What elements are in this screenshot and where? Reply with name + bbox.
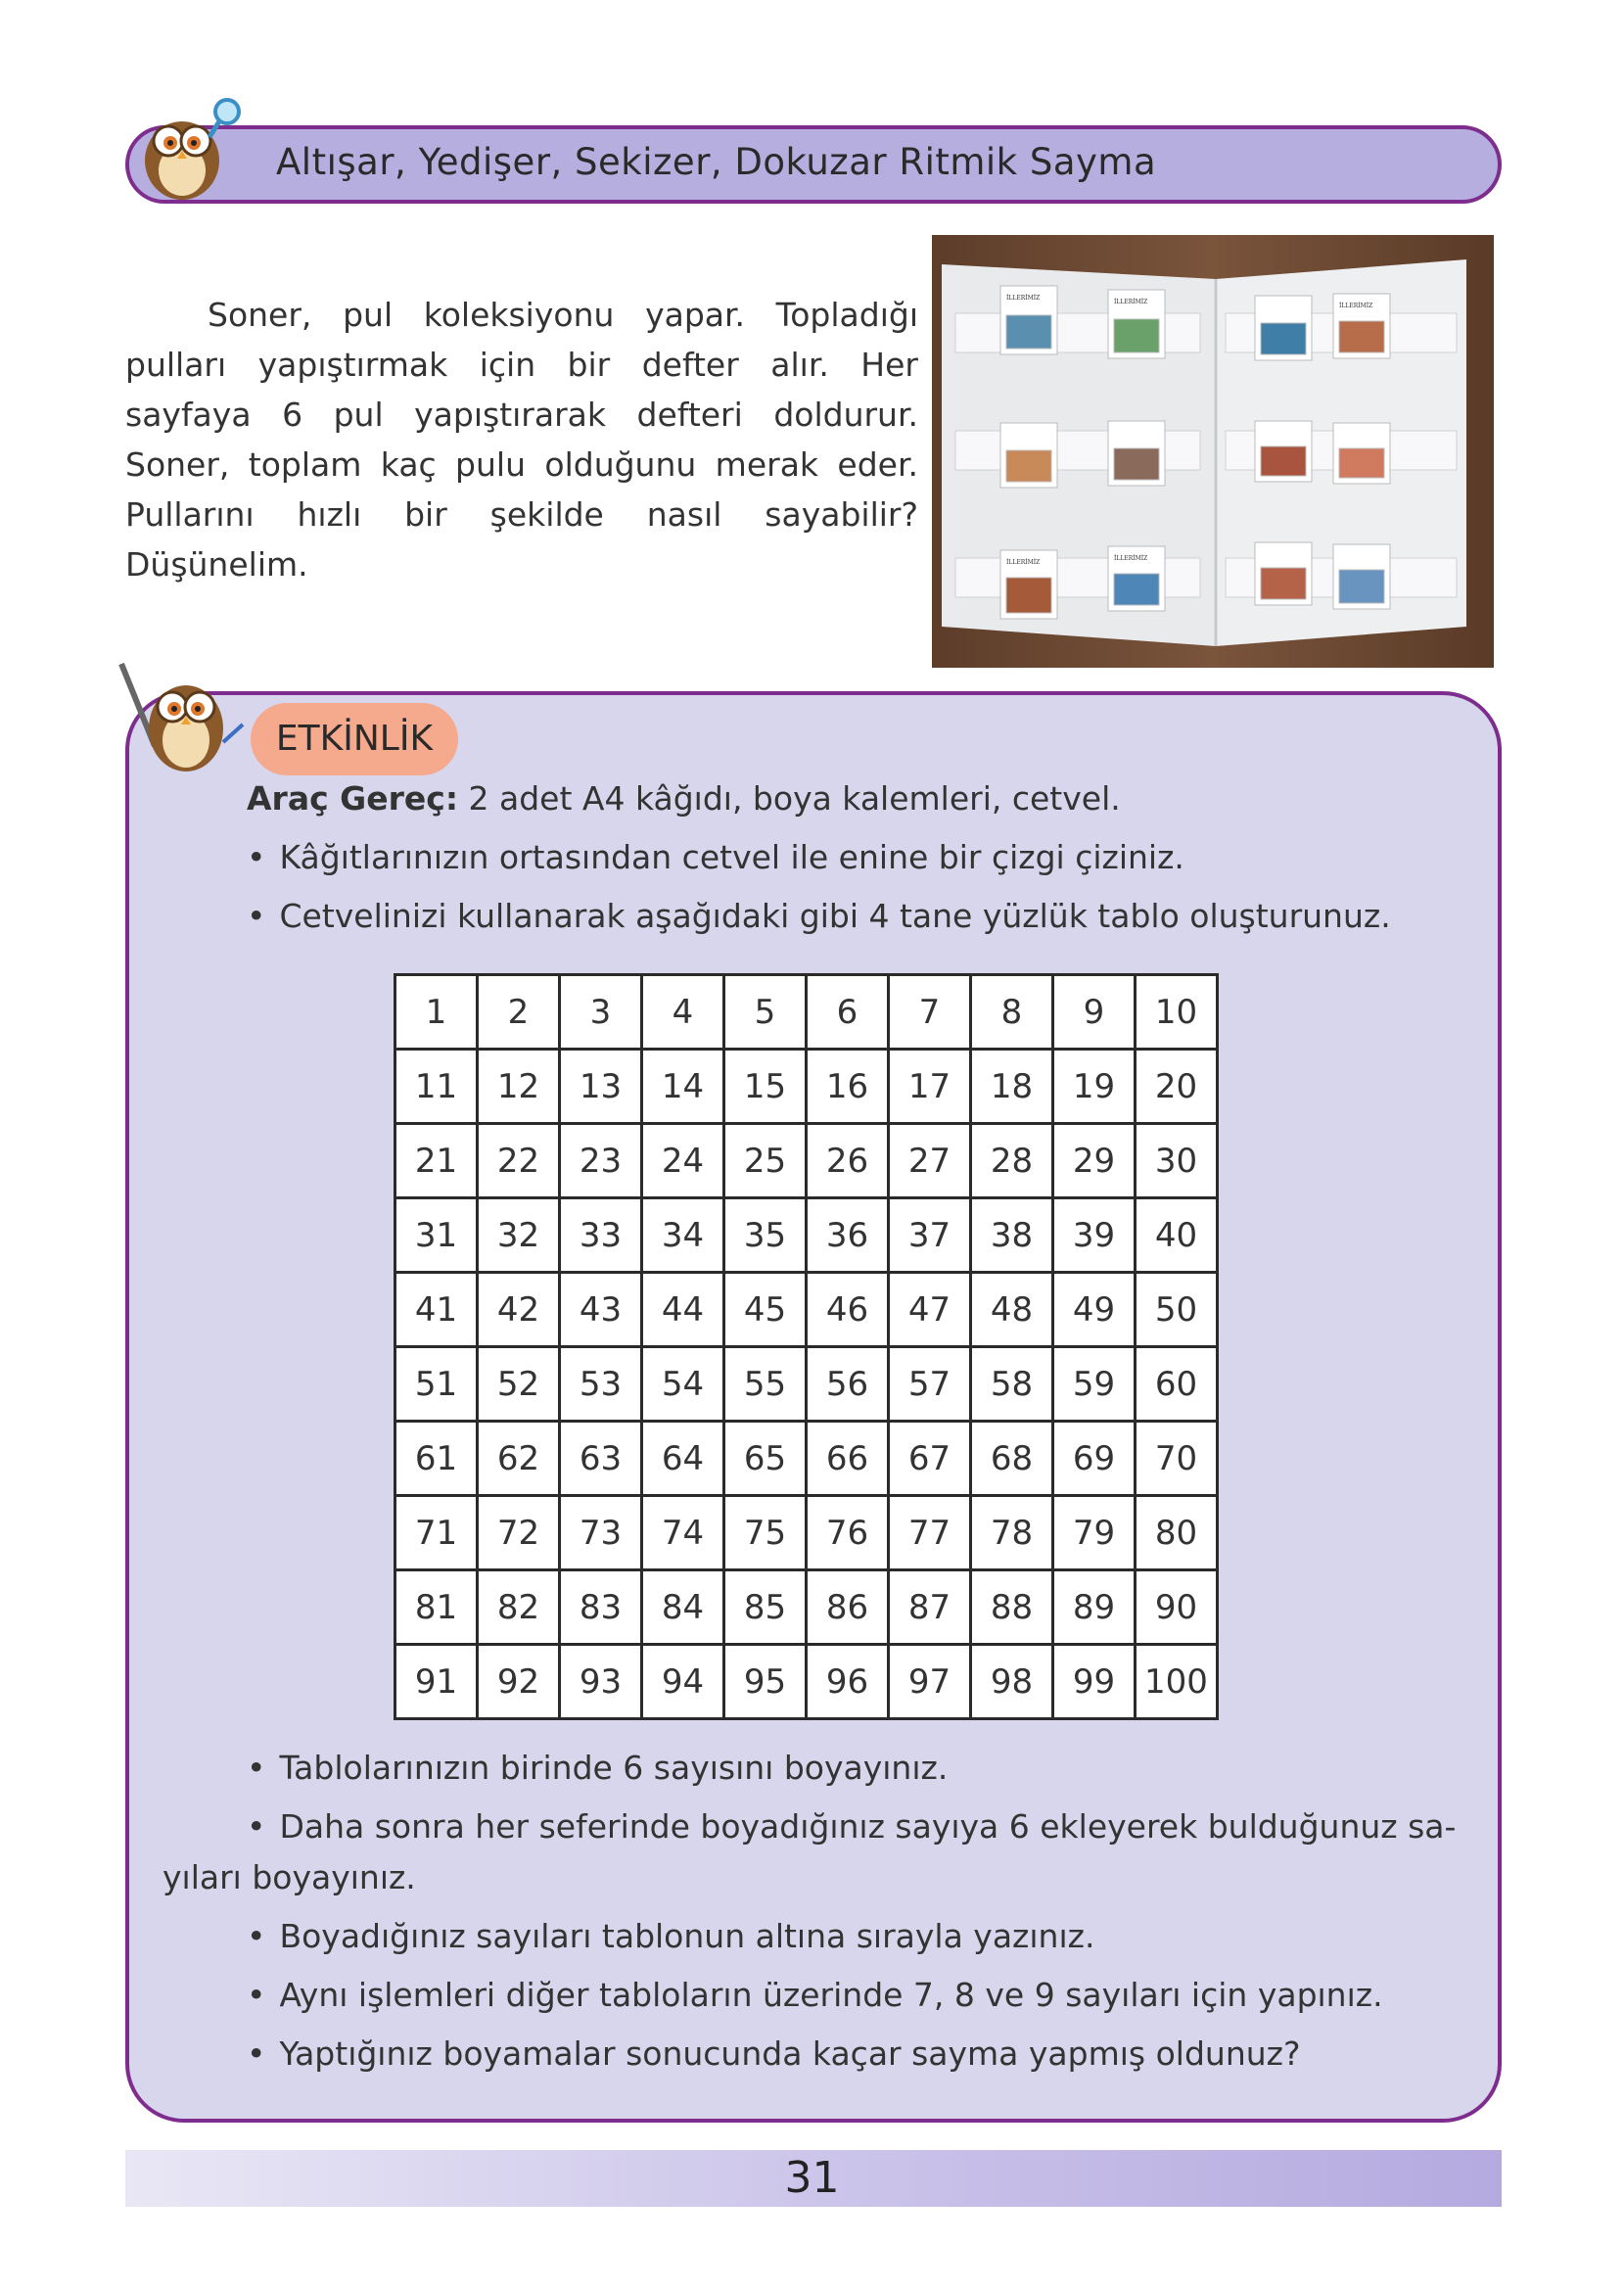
svg-text:İLLERİMİZ: İLLERİMİZ (1006, 559, 1041, 566)
grid-cell: 52 (478, 1347, 560, 1422)
grid-cell: 51 (395, 1347, 478, 1422)
grid-row (395, 975, 1218, 1050)
grid-cell: 41 (395, 1273, 478, 1347)
grid-cell: 66 (807, 1422, 889, 1496)
grid-cell: 87 (889, 1570, 971, 1645)
grid-cell: 64 (642, 1422, 724, 1496)
grid-row (395, 1422, 1218, 1496)
grid-cell: 65 (724, 1422, 807, 1496)
grid-row (395, 1496, 1218, 1570)
materials-line (247, 779, 1121, 818)
grid-cell: 42 (478, 1273, 560, 1347)
grid-cell: 79 (1053, 1496, 1136, 1570)
grid-cell: 23 (560, 1124, 642, 1198)
grid-cell: 45 (724, 1273, 807, 1347)
grid-cell: 59 (1053, 1347, 1136, 1422)
grid-cell: 15 (724, 1050, 807, 1124)
grid-cell: 36 (807, 1198, 889, 1273)
bullet-icon: • (247, 2034, 266, 2073)
grid-row (395, 1347, 1218, 1422)
grid-cell: 57 (889, 1347, 971, 1422)
page-number: 31 (784, 2153, 840, 2203)
svg-text:İLLERİMİZ: İLLERİMİZ (1006, 295, 1041, 302)
stamp-album-photo (932, 235, 1494, 668)
grid-cell: 16 (807, 1050, 889, 1124)
grid-cell: 20 (1136, 1050, 1218, 1124)
grid-cell: 92 (478, 1645, 560, 1719)
grid-cell: 60 (1136, 1347, 1218, 1422)
grid-cell: 25 (724, 1124, 807, 1198)
grid-cell: 26 (807, 1124, 889, 1198)
bullet-icon: • (247, 1917, 266, 1955)
grid-cell: 17 (889, 1050, 971, 1124)
step-2: • Cetvelinizi kullanarak aşağıdaki gibi 4 tane yüzlük tablo oluşturunuz. (247, 897, 1391, 935)
grid-cell: 55 (724, 1347, 807, 1422)
grid-cell: 44 (642, 1273, 724, 1347)
grid-row (395, 1198, 1218, 1273)
grid-cell: 13 (560, 1050, 642, 1124)
step-4: • Daha sonra her seferinde boyadığınız sayıya 6 ekleyerek bulduğunuz sa- (247, 1807, 1457, 1846)
grid-cell: 69 (1053, 1422, 1136, 1496)
grid-cell: 12 (478, 1050, 560, 1124)
grid-cell: 9 (1053, 975, 1136, 1050)
owl-magnifier-icon (125, 90, 243, 208)
grid-cell: 39 (1053, 1198, 1136, 1273)
grid-cell: 21 (395, 1124, 478, 1198)
grid-cell: 78 (971, 1496, 1053, 1570)
grid-cell: 31 (395, 1198, 478, 1273)
grid-cell: 91 (395, 1645, 478, 1719)
grid-cell: 46 (807, 1273, 889, 1347)
grid-cell: 5 (724, 975, 807, 1050)
grid-cell: 29 (1053, 1124, 1136, 1198)
grid-cell: 58 (971, 1347, 1053, 1422)
grid-cell: 68 (971, 1422, 1053, 1496)
page-title: Altışar, Yedişer, Sekizer, Dokuzar Ritmik Sayma (276, 141, 1157, 183)
grid-cell: 83 (560, 1570, 642, 1645)
grid-cell: 93 (560, 1645, 642, 1719)
grid-cell: 56 (807, 1347, 889, 1422)
grid-cell: 50 (1136, 1273, 1218, 1347)
grid-cell: 18 (971, 1050, 1053, 1124)
grid-cell: 19 (1053, 1050, 1136, 1124)
grid-cell: 77 (889, 1496, 971, 1570)
grid-cell: 30 (1136, 1124, 1218, 1198)
grid-cell: 100 (1136, 1645, 1218, 1719)
grid-row (395, 1273, 1218, 1347)
grid-cell: 2 (478, 975, 560, 1050)
grid-cell: 38 (971, 1198, 1053, 1273)
grid-cell: 40 (1136, 1198, 1218, 1273)
grid-cell: 7 (889, 975, 971, 1050)
grid-cell: 33 (560, 1198, 642, 1273)
grid-cell: 82 (478, 1570, 560, 1645)
grid-cell: 96 (807, 1645, 889, 1719)
grid-row (395, 1124, 1218, 1198)
grid-cell: 94 (642, 1645, 724, 1719)
grid-cell: 98 (971, 1645, 1053, 1719)
grid-cell: 97 (889, 1645, 971, 1719)
bullet-icon: • (247, 838, 266, 876)
step-6: • Aynı işlemleri diğer tabloların üzerinde 7, 8 ve 9 sayıları için yapınız. (247, 1976, 1383, 2014)
grid-cell: 99 (1053, 1645, 1136, 1719)
grid-cell: 73 (560, 1496, 642, 1570)
grid-cell: 62 (478, 1422, 560, 1496)
grid-cell: 49 (1053, 1273, 1136, 1347)
grid-cell: 61 (395, 1422, 478, 1496)
grid-cell: 43 (560, 1273, 642, 1347)
grid-cell: 67 (889, 1422, 971, 1496)
grid-cell: 88 (971, 1570, 1053, 1645)
grid-cell: 95 (724, 1645, 807, 1719)
grid-cell: 14 (642, 1050, 724, 1124)
grid-cell: 63 (560, 1422, 642, 1496)
grid-cell: 11 (395, 1050, 478, 1124)
owl-teacher-icon (116, 656, 253, 783)
grid-cell: 28 (971, 1124, 1053, 1198)
grid-cell: 48 (971, 1273, 1053, 1347)
step-3: • Tablolarınızın birinde 6 sayısını boyayınız. (247, 1749, 949, 1787)
grid-cell: 1 (395, 975, 478, 1050)
grid-cell: 10 (1136, 975, 1218, 1050)
grid-cell: 34 (642, 1198, 724, 1273)
grid-cell: 53 (560, 1347, 642, 1422)
svg-text:İLLERİMİZ: İLLERİMİZ (1114, 555, 1148, 562)
grid-cell: 81 (395, 1570, 478, 1645)
materials-text: 2 adet A4 kâğıdı, boya kalemleri, cetvel. (468, 779, 1121, 818)
hundred-chart (394, 973, 1219, 1720)
step-4-cont: yıları boyayınız. (162, 1858, 416, 1896)
grid-cell: 24 (642, 1124, 724, 1198)
grid-cell: 4 (642, 975, 724, 1050)
grid-row (395, 1570, 1218, 1645)
bullet-icon: • (247, 897, 266, 935)
bullet-icon: • (247, 1976, 266, 2014)
grid-cell: 70 (1136, 1422, 1218, 1496)
etkinlik-label: ETKİNLİK (251, 703, 458, 775)
step-1: • Kâğıtlarınızın ortasından cetvel ile enine bir çizgi çiziniz. (247, 838, 1184, 876)
grid-cell: 47 (889, 1273, 971, 1347)
grid-cell: 6 (807, 975, 889, 1050)
step-7: • Yaptığınız boyamalar sonucunda kaçar sayma yapmış oldunuz? (247, 2034, 1301, 2073)
step-5: • Boyadığınız sayıları tablonun altına sırayla yazınız. (247, 1917, 1095, 1955)
materials-label: Araç Gereç: (247, 779, 459, 818)
grid-cell: 76 (807, 1496, 889, 1570)
grid-cell: 32 (478, 1198, 560, 1273)
grid-cell: 85 (724, 1570, 807, 1645)
svg-text:İLLERİMİZ: İLLERİMİZ (1339, 303, 1373, 309)
grid-row (395, 1050, 1218, 1124)
grid-cell: 35 (724, 1198, 807, 1273)
grid-cell: 27 (889, 1124, 971, 1198)
grid-cell: 71 (395, 1496, 478, 1570)
bullet-icon: • (247, 1749, 266, 1787)
grid-cell: 90 (1136, 1570, 1218, 1645)
grid-cell: 80 (1136, 1496, 1218, 1570)
bullet-icon: • (247, 1807, 266, 1846)
svg-text:İLLERİMİZ: İLLERİMİZ (1114, 299, 1148, 305)
grid-cell: 72 (478, 1496, 560, 1570)
grid-cell: 37 (889, 1198, 971, 1273)
grid-row (395, 1645, 1218, 1719)
grid-cell: 3 (560, 975, 642, 1050)
grid-cell: 89 (1053, 1570, 1136, 1645)
grid-cell: 22 (478, 1124, 560, 1198)
intro-paragraph: Soner, pul koleksiyonu yapar. Topladığı pulları yapıştırmak için bir defter alır. Her sayfaya 6 pul yapıştırarak defteri doldurur. Soner, toplam kaç pulu olduğunu merak eder. Pullarını hızlı bir şekilde nasıl sayabilir? Düşünelim. (125, 296, 918, 584)
grid-cell: 54 (642, 1347, 724, 1422)
grid-cell: 8 (971, 975, 1053, 1050)
grid-cell: 86 (807, 1570, 889, 1645)
grid-cell: 84 (642, 1570, 724, 1645)
grid-cell: 74 (642, 1496, 724, 1570)
grid-cell: 75 (724, 1496, 807, 1570)
